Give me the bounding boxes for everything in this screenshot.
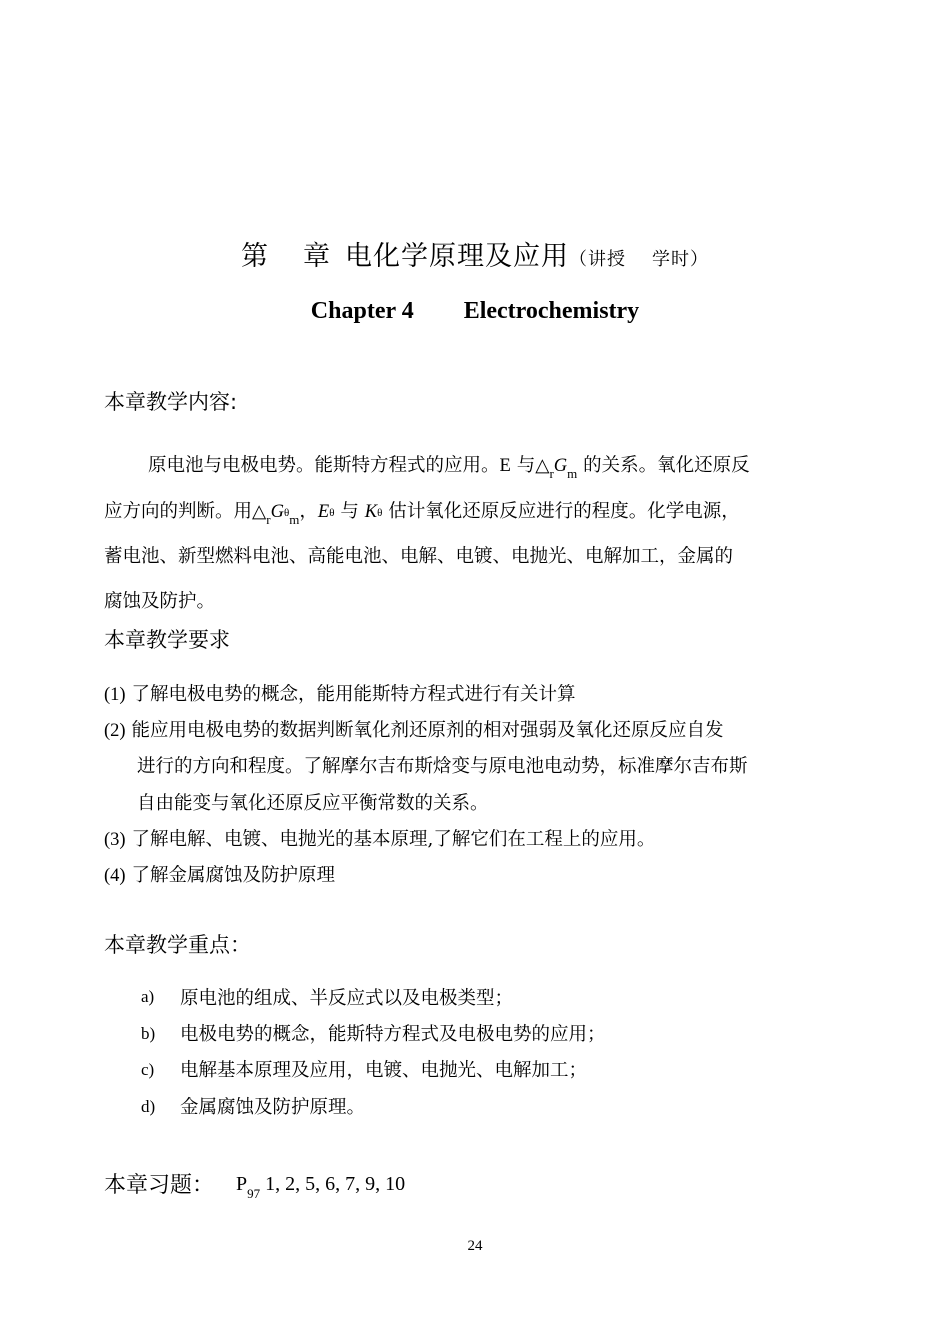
title-di: 第 [241,241,269,272]
keypoints-heading: 本章教学重点： [104,933,251,957]
content-line-1: 原电池与电极电势。能斯特方程式的应用。E 与$\triangle_rG_m$ 的关系。氧化还原反 [148,455,750,481]
title-note: （讲授 学时） [569,249,709,270]
keypoint-text: 电解基本原理及应用，电镀、电抛光、电解加工； [180,1060,588,1081]
keypoint-label: c) [141,1060,155,1079]
requirement-item: (1) 了解电极电势的概念，能用能斯特方程式进行有关计算 [104,684,576,705]
requirement-item: (2) 能应用电极电势的数据判断氧化剂还原剂的相对强弱及氧化还原反应自发 [104,720,724,741]
requirements-heading: 本章教学要求 [104,628,230,652]
keypoint-text: 金属腐蚀及防护原理。 [180,1097,366,1118]
content-heading: 本章教学内容: [104,390,238,414]
content-line-4: 腐蚀及防护。 [104,591,216,612]
requirement-item: (3) 了解电解、电镀、电抛光的基本原理,了解它们在工程上的应用。 [104,829,656,850]
chapter-number: Chapter 4 [310,298,414,324]
chapter-title-en [0,298,950,325]
keypoint-text: 原电池的组成、半反应式以及电极类型； [180,988,514,1009]
content-line-2: 应方向的判断。用$\triangle_rG\theta_m$，Eθ 与 Kθ 估计氧化还原反应进行的程度。化学电源， [104,501,740,527]
requirement-item: (4) 了解金属腐蚀及防护原理 [104,865,335,886]
keypoint-label: d) [141,1097,156,1116]
exercises-list: $P_{97}$ 1, 2, 5, 6, 7, 9, 10 [236,1173,406,1201]
title-zhang: 章 [303,241,331,272]
chapter-subject: Electrochemistry [463,298,640,324]
requirement-item-cont: 自由能变与氧化还原反应平衡常数的关系。 [137,793,489,814]
chapter-title-cn [0,234,950,273]
content-line-3: 蓄电池、新型燃料电池、高能电池、电解、电镀、电抛光、电解加工，金属的 [104,546,734,567]
keypoint-label: b) [141,1024,156,1043]
requirement-item-cont: 进行的方向和程度。了解摩尔吉布斯焓变与原电池电动势，标准摩尔吉布斯 [137,756,748,777]
keypoint-label: a) [141,987,155,1006]
keypoint-text: 电极电势的概念，能斯特方程式及电极电势的应用； [180,1024,606,1045]
page-number: 24 [467,1238,483,1254]
title-main: 电化学原理及应用 [345,241,569,272]
exercises-heading: 本章习题： [104,1173,215,1198]
